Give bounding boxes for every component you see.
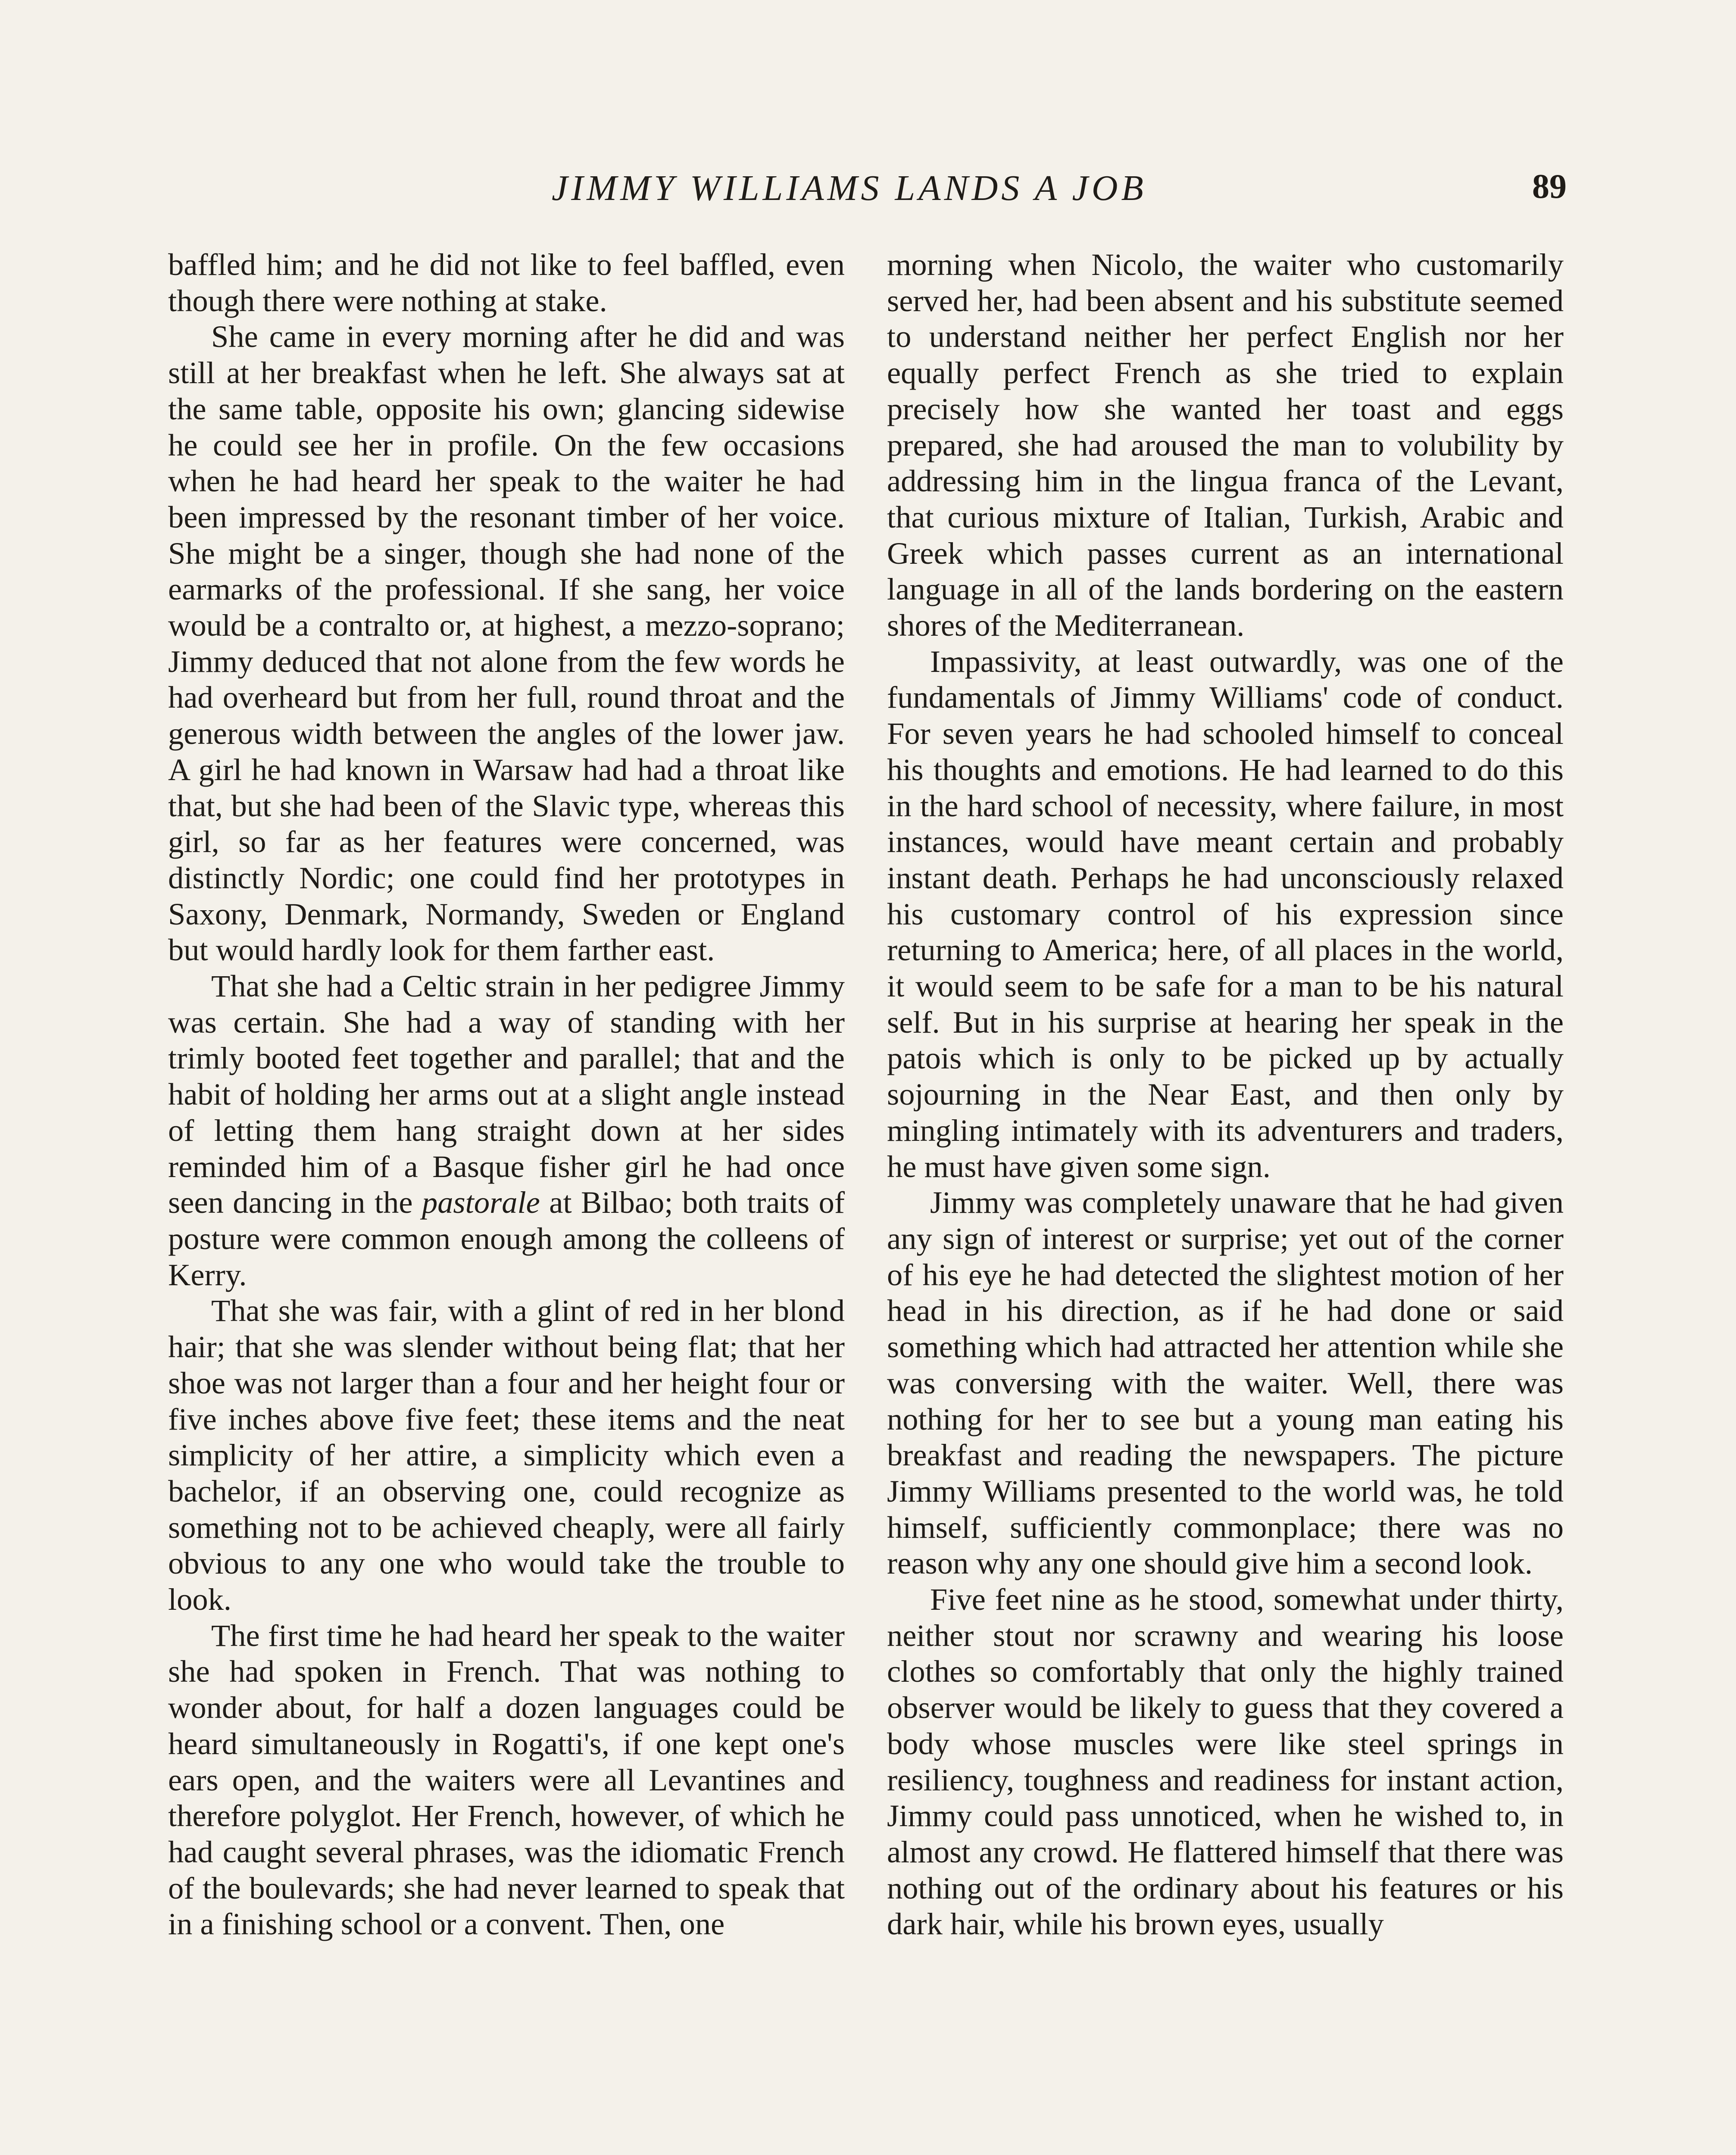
paragraph: Jimmy was completely unaware that he had given any sign of interest or surprise; yet out of the corner of his eye he had detected the slightest motion of her head in his direction, as if he had done or said something which had attracted her attention while she was conversing with the waiter. Well, there was nothing for her to see but a young man eating his breakfast and reading the newspapers. The picture Jimmy Williams presented to the world was, he told himself, sufficiently commonplace; there was no reason why any one should give him a second look.	[887, 1185, 1564, 1581]
paragraph: baffled him; and he did not like to feel baffled, even though there were nothing at stake.	[168, 247, 845, 318]
left-column	[168, 247, 845, 2155]
right-column	[887, 247, 1564, 2155]
paragraph: She came in every morning after he did and was still at her breakfast when he left. She always sat at the same table, opposite his own; glancing sidewise he could see her in profile. On the few occasions when he had heard her speak to the waiter he had been impressed by the resonant timber of her voice. She might be a singer, though she had none of the earmarks of the professional. If she sang, her voice would be a contralto or, at highest, a mezzo-soprano; Jimmy deduced that not alone from the few words he had overheard but from her full, round throat and the generous width between the angles of the lower jaw. A girl he had known in Warsaw had had a throat like that, but she had been of the Slavic type, whereas this girl, so far as her features were concerned, was distinctly Nordic; one could find her prototypes in Saxony, Denmark, Normandy, Sweden or England but would hardly look for them farther east.	[168, 319, 845, 968]
paragraph: That she was fair, with a glint of red in her blond hair; that she was slender without being flat; that her shoe was not larger than a four and her height four or five inches above five feet; these items and the neat simplicity of her attire, a simplicity which even a bachelor, if an observing one, could recognize as something not to be achieved cheaply, were all fairly obvious to any one who would take the trouble to look.	[168, 1293, 845, 1617]
running-title: JIMMY WILLIAMS LANDS A JOB	[552, 168, 1147, 208]
paragraph: morning when Nicolo, the waiter who customarily served her, had been absent and his substitute seemed to understand neither her perfect English nor her equally perfect French as she tried to explain precisely how she wanted her toast and eggs prepared, she had aroused the man to volubility by addressing him in the lingua franca of the Levant, that curious mixture of Italian, Turkish, Arabic and Greek which passes current as an international language in all of the lands bordering on the eastern shores of the Mediterranean.	[887, 247, 1564, 643]
page-number: 89	[1532, 168, 1567, 206]
italic-word: pastorale	[422, 1185, 540, 1220]
running-head	[0, 167, 1736, 215]
paragraph: Five feet nine as he stood, somewhat under thirty, neither stout nor scrawny and wearing his loose clothes so comfortably that only the highly trained observer would be likely to guess that they covered a body whose muscles were like steel springs in resiliency, toughness and readiness for instant action, Jimmy could pass unnoticed, when he wished to, in almost any crowd. He flattered himself that there was nothing out of the ordinary about his features or his dark hair, while his brown eyes, usually	[887, 1582, 1564, 1942]
paragraph: Impassivity, at least outwardly, was one of the fundamentals of Jimmy Williams' code of conduct. For seven years he had schooled himself to conceal his thoughts and emotions. He had learned to do this in the hard school of necessity, where failure, in most instances, would have meant certain and probably instant death. Perhaps he had unconsciously relaxed his customary control of his expression since returning to America; here, of all places in the world, it would seem to be safe for a man to be his natural self. But in his surprise at hearing her speak in the patois which is only to be picked up by actually sojourning in the Near East, and then only by mingling intimately with its adventurers and traders, he must have given some sign.	[887, 643, 1564, 1184]
paragraph: The first time he had heard her speak to the waiter she had spoken in French. That was nothing to wonder about, for half a dozen languages could be heard simultaneously in Rogatti's, if one kept one's ears open, and the waiters were all Levantines and therefore polyglot. Her French, however, of which he had caught several phrases, was the idiomatic French of the boulevards; she had never learned to speak that in a finishing school or a convent. Then, one	[168, 1618, 845, 1942]
paragraph: That she had a Celtic strain in her pedigree Jimmy was certain. She had a way of standing with her trimly booted feet together and parallel; that and the habit of holding her arms out at a slight angle instead of letting them hang straight down at her sides reminded him of a Basque fisher girl he had once seen dancing in the pastorale at Bilbao; both traits of posture were common enough among the colleens of Kerry.	[168, 968, 845, 1292]
